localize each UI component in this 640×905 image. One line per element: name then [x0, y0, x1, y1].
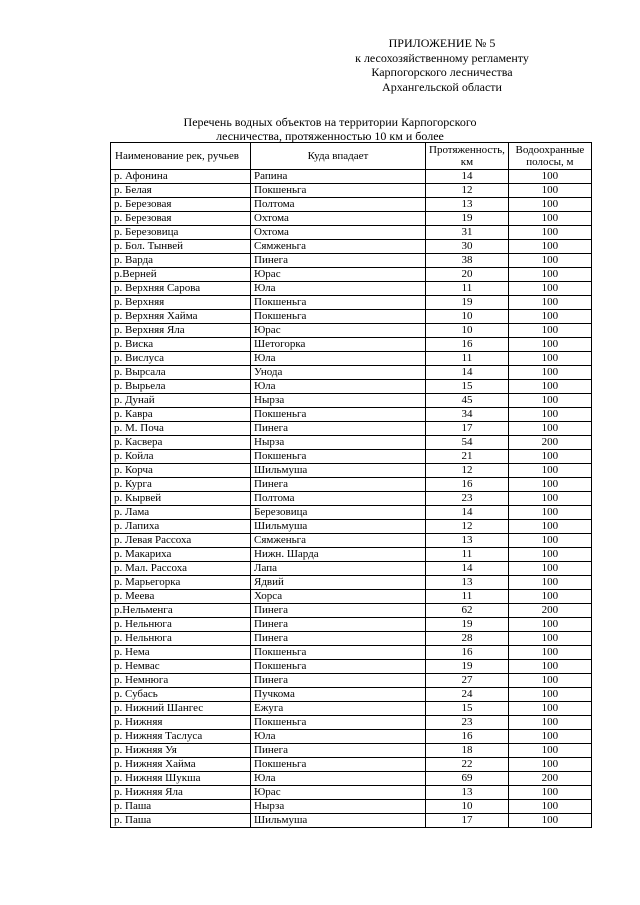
river-length-cell: 19 — [426, 660, 509, 674]
table-row — [111, 478, 592, 492]
table-row — [111, 170, 592, 184]
table-row — [111, 422, 592, 436]
river-name-cell: р. Нижняя Яла — [111, 786, 251, 800]
river-length-cell: 23 — [426, 716, 509, 730]
river-mouth-cell: Пинега — [251, 674, 426, 688]
buffer-zone-cell: 100 — [508, 660, 591, 674]
river-name-cell: р. Левая Рассоха — [111, 534, 251, 548]
buffer-zone-cell: 100 — [508, 702, 591, 716]
river-name-cell: р. Дунай — [111, 394, 251, 408]
table-row — [111, 198, 592, 212]
table-row — [111, 786, 592, 800]
appendix-region: Архангельской области — [382, 79, 502, 94]
buffer-zone-cell: 100 — [508, 758, 591, 772]
table-row — [111, 716, 592, 730]
buffer-zone-cell: 100 — [508, 338, 591, 352]
river-name-cell: р. Вырсала — [111, 366, 251, 380]
buffer-zone-cell: 100 — [508, 464, 591, 478]
table-row — [111, 660, 592, 674]
river-mouth-cell: Лапа — [251, 562, 426, 576]
river-length-cell: 10 — [426, 310, 509, 324]
river-length-cell: 16 — [426, 730, 509, 744]
buffer-zone-cell: 100 — [508, 814, 591, 828]
buffer-zone-cell: 100 — [508, 212, 591, 226]
river-name-cell: р. Макариха — [111, 548, 251, 562]
river-length-cell: 14 — [426, 170, 509, 184]
table-row — [111, 604, 592, 618]
river-length-cell: 13 — [426, 198, 509, 212]
river-name-cell: р. Нема — [111, 646, 251, 660]
appendix-header — [292, 36, 592, 94]
table-row — [111, 450, 592, 464]
river-length-cell: 17 — [426, 814, 509, 828]
river-name-cell: р.Нельменга — [111, 604, 251, 618]
table-row — [111, 590, 592, 604]
river-length-cell: 15 — [426, 702, 509, 716]
buffer-zone-cell: 100 — [508, 422, 591, 436]
river-mouth-cell: Полтома — [251, 198, 426, 212]
river-length-cell: 19 — [426, 296, 509, 310]
river-length-cell: 14 — [426, 562, 509, 576]
buffer-zone-cell: 100 — [508, 226, 591, 240]
river-length-cell: 28 — [426, 632, 509, 646]
buffer-zone-cell: 100 — [508, 520, 591, 534]
river-name-cell: р. Вырьела — [111, 380, 251, 394]
buffer-zone-cell: 100 — [508, 170, 591, 184]
buffer-zone-cell: 100 — [508, 324, 591, 338]
river-length-cell: 34 — [426, 408, 509, 422]
river-length-cell: 21 — [426, 450, 509, 464]
river-name-cell: р. Бол. Тынвей — [111, 240, 251, 254]
buffer-zone-cell: 100 — [508, 534, 591, 548]
table-row — [111, 380, 592, 394]
river-mouth-cell: Пинега — [251, 604, 426, 618]
river-length-cell: 14 — [426, 366, 509, 380]
buffer-zone-cell: 100 — [508, 408, 591, 422]
river-mouth-cell: Пинега — [251, 632, 426, 646]
river-length-cell: 16 — [426, 338, 509, 352]
river-mouth-cell: Сямженьга — [251, 534, 426, 548]
river-name-cell: р.Верней — [111, 268, 251, 282]
river-name-cell: р. Нижняя Хайма — [111, 758, 251, 772]
table-header-row — [111, 143, 592, 170]
river-length-cell: 54 — [426, 436, 509, 450]
buffer-zone-cell: 100 — [508, 618, 591, 632]
river-length-cell: 16 — [426, 478, 509, 492]
appendix-forestry: Карпогорского лесничества — [371, 65, 513, 79]
river-length-cell: 62 — [426, 604, 509, 618]
table-row — [111, 646, 592, 660]
table-row — [111, 240, 592, 254]
river-length-cell: 19 — [426, 212, 509, 226]
table-row — [111, 744, 592, 758]
rivers-table — [110, 142, 592, 828]
river-name-cell: р. Субась — [111, 688, 251, 702]
river-mouth-cell: Ежуга — [251, 702, 426, 716]
buffer-zone-cell: 100 — [508, 268, 591, 282]
table-row — [111, 548, 592, 562]
table-row — [111, 254, 592, 268]
title-line-2: лесничества, протяженностью 10 км и более — [216, 129, 444, 143]
buffer-zone-cell: 100 — [508, 744, 591, 758]
river-length-cell: 13 — [426, 534, 509, 548]
buffer-zone-cell: 100 — [508, 380, 591, 394]
river-name-cell: р. Немнюга — [111, 674, 251, 688]
table-row — [111, 576, 592, 590]
river-mouth-cell: Пинега — [251, 618, 426, 632]
river-name-cell: р. Афонина — [111, 170, 251, 184]
appendix-number: ПРИЛОЖЕНИЕ № 5 — [388, 36, 496, 50]
table-row — [111, 296, 592, 310]
table-row — [111, 394, 592, 408]
river-length-cell: 27 — [426, 674, 509, 688]
river-name-cell: р. Белая — [111, 184, 251, 198]
river-name-cell: р. Верхняя Сарова — [111, 282, 251, 296]
river-mouth-cell: Нырза — [251, 800, 426, 814]
river-length-cell: 11 — [426, 352, 509, 366]
buffer-zone-cell: 100 — [508, 184, 591, 198]
river-name-cell: р. Вислуса — [111, 352, 251, 366]
river-length-cell: 12 — [426, 184, 509, 198]
river-length-cell: 69 — [426, 772, 509, 786]
river-mouth-cell: Охтома — [251, 226, 426, 240]
river-name-cell: р. Верхняя Яла — [111, 324, 251, 338]
river-mouth-cell: Шильмуша — [251, 464, 426, 478]
table-row — [111, 464, 592, 478]
buffer-zone-cell: 100 — [508, 548, 591, 562]
table-row — [111, 366, 592, 380]
river-mouth-cell: Покшеньга — [251, 758, 426, 772]
river-length-cell: 16 — [426, 646, 509, 660]
buffer-zone-cell: 200 — [508, 772, 591, 786]
river-mouth-cell: Юла — [251, 380, 426, 394]
river-length-cell: 30 — [426, 240, 509, 254]
table-row — [111, 268, 592, 282]
river-name-cell: р. Верхняя Хайма — [111, 310, 251, 324]
river-length-cell: 12 — [426, 464, 509, 478]
table-body — [111, 170, 592, 828]
river-mouth-cell: Покшеньга — [251, 310, 426, 324]
river-length-cell: 11 — [426, 590, 509, 604]
river-mouth-cell: Пинега — [251, 254, 426, 268]
buffer-zone-cell: 100 — [508, 800, 591, 814]
river-name-cell: р. Варда — [111, 254, 251, 268]
river-mouth-cell: Шильмуша — [251, 520, 426, 534]
river-name-cell: р. М. Поча — [111, 422, 251, 436]
river-name-cell: р. Немвас — [111, 660, 251, 674]
table-row — [111, 758, 592, 772]
buffer-zone-cell: 100 — [508, 478, 591, 492]
header-mouth: Куда впадает — [251, 143, 426, 170]
buffer-zone-cell: 100 — [508, 240, 591, 254]
river-mouth-cell: Нижн. Шарда — [251, 548, 426, 562]
buffer-zone-cell: 200 — [508, 436, 591, 450]
buffer-zone-cell: 100 — [508, 716, 591, 730]
river-name-cell: р. Кавра — [111, 408, 251, 422]
river-name-cell: р. Касвера — [111, 436, 251, 450]
river-name-cell: р. Березовица — [111, 226, 251, 240]
river-name-cell: р. Кырвей — [111, 492, 251, 506]
buffer-zone-cell: 100 — [508, 394, 591, 408]
river-name-cell: р. Нижняя Таслуса — [111, 730, 251, 744]
river-mouth-cell: Покшеньга — [251, 184, 426, 198]
river-mouth-cell: Пучкома — [251, 688, 426, 702]
buffer-zone-cell: 100 — [508, 632, 591, 646]
river-mouth-cell: Ядвий — [251, 576, 426, 590]
river-mouth-cell: Нырза — [251, 436, 426, 450]
river-mouth-cell: Пинега — [251, 422, 426, 436]
river-mouth-cell: Юла — [251, 730, 426, 744]
river-length-cell: 14 — [426, 506, 509, 520]
river-name-cell: р. Верхняя — [111, 296, 251, 310]
river-name-cell: р. Нельнюга — [111, 618, 251, 632]
buffer-zone-cell: 100 — [508, 198, 591, 212]
river-length-cell: 10 — [426, 800, 509, 814]
buffer-zone-cell: 100 — [508, 310, 591, 324]
river-mouth-cell: Покшеньга — [251, 660, 426, 674]
table-row — [111, 562, 592, 576]
appendix-regulation: к лесохозяйственному регламенту — [355, 50, 529, 65]
river-mouth-cell: Покшеньга — [251, 408, 426, 422]
table-row — [111, 618, 592, 632]
river-name-cell: р. Виска — [111, 338, 251, 352]
river-name-cell: р. Койла — [111, 450, 251, 464]
table-row — [111, 772, 592, 786]
river-length-cell: 23 — [426, 492, 509, 506]
buffer-zone-cell: 100 — [508, 688, 591, 702]
river-mouth-cell: Пинега — [251, 478, 426, 492]
document-title — [110, 115, 550, 143]
buffer-zone-cell: 100 — [508, 562, 591, 576]
river-length-cell: 19 — [426, 618, 509, 632]
river-name-cell: р. Корча — [111, 464, 251, 478]
river-length-cell: 18 — [426, 744, 509, 758]
buffer-zone-cell: 100 — [508, 492, 591, 506]
river-length-cell: 13 — [426, 576, 509, 590]
table-row — [111, 492, 592, 506]
river-mouth-cell: Унода — [251, 366, 426, 380]
river-mouth-cell: Юрас — [251, 786, 426, 800]
river-mouth-cell: Полтома — [251, 492, 426, 506]
river-length-cell: 11 — [426, 548, 509, 562]
river-length-cell: 13 — [426, 786, 509, 800]
river-name-cell: р. Нижняя Уя — [111, 744, 251, 758]
header-length: Протяженность, км — [426, 143, 509, 170]
river-mouth-cell: Юла — [251, 772, 426, 786]
river-mouth-cell: Шетогорка — [251, 338, 426, 352]
river-length-cell: 17 — [426, 422, 509, 436]
table-row — [111, 506, 592, 520]
table-row — [111, 352, 592, 366]
river-length-cell: 20 — [426, 268, 509, 282]
table-row — [111, 814, 592, 828]
table-row — [111, 730, 592, 744]
river-name-cell: р. Паша — [111, 814, 251, 828]
table-row — [111, 324, 592, 338]
river-mouth-cell: Покшеньга — [251, 450, 426, 464]
river-length-cell: 22 — [426, 758, 509, 772]
river-mouth-cell: Юрас — [251, 268, 426, 282]
river-mouth-cell: Покшеньга — [251, 296, 426, 310]
river-name-cell: р. Марьегорка — [111, 576, 251, 590]
table-row — [111, 534, 592, 548]
table-row — [111, 310, 592, 324]
table-row — [111, 212, 592, 226]
river-mouth-cell: Покшеньга — [251, 716, 426, 730]
river-mouth-cell: Юла — [251, 282, 426, 296]
table-row — [111, 436, 592, 450]
buffer-zone-cell: 100 — [508, 646, 591, 660]
river-mouth-cell: Юрас — [251, 324, 426, 338]
river-length-cell: 38 — [426, 254, 509, 268]
river-length-cell: 15 — [426, 380, 509, 394]
river-mouth-cell: Охтома — [251, 212, 426, 226]
header-buffer: Водоохранные полосы, м — [508, 143, 591, 170]
buffer-zone-cell: 100 — [508, 366, 591, 380]
river-length-cell: 45 — [426, 394, 509, 408]
table-row — [111, 688, 592, 702]
river-name-cell: р. Березовая — [111, 198, 251, 212]
table-row — [111, 520, 592, 534]
table-row — [111, 226, 592, 240]
river-mouth-cell: Покшеньга — [251, 646, 426, 660]
river-name-cell: р. Меева — [111, 590, 251, 604]
table-row — [111, 338, 592, 352]
river-mouth-cell: Пинега — [251, 744, 426, 758]
buffer-zone-cell: 100 — [508, 450, 591, 464]
river-name-cell: р. Лама — [111, 506, 251, 520]
river-mouth-cell: Рапина — [251, 170, 426, 184]
table-row — [111, 800, 592, 814]
header-name: Наименование рек, ручьев — [111, 143, 251, 170]
river-name-cell: р. Курга — [111, 478, 251, 492]
river-name-cell: р. Паша — [111, 800, 251, 814]
river-name-cell: р. Мал. Рассоха — [111, 562, 251, 576]
table-row — [111, 184, 592, 198]
buffer-zone-cell: 200 — [508, 604, 591, 618]
table-row — [111, 282, 592, 296]
river-name-cell: р. Лапиха — [111, 520, 251, 534]
river-length-cell: 11 — [426, 282, 509, 296]
river-length-cell: 12 — [426, 520, 509, 534]
buffer-zone-cell: 100 — [508, 786, 591, 800]
river-length-cell: 10 — [426, 324, 509, 338]
river-name-cell: р. Нижняя Шукша — [111, 772, 251, 786]
river-name-cell: р. Нижний Шангес — [111, 702, 251, 716]
river-mouth-cell: Шильмуша — [251, 814, 426, 828]
buffer-zone-cell: 100 — [508, 674, 591, 688]
table-row — [111, 632, 592, 646]
river-name-cell: р. Березовая — [111, 212, 251, 226]
river-name-cell: р. Нижняя — [111, 716, 251, 730]
river-mouth-cell: Березовица — [251, 506, 426, 520]
buffer-zone-cell: 100 — [508, 352, 591, 366]
title-line-1: Перечень водных объектов на территории Карпогорского — [183, 115, 477, 129]
river-mouth-cell: Сямженьга — [251, 240, 426, 254]
table-row — [111, 408, 592, 422]
river-mouth-cell: Хорса — [251, 590, 426, 604]
river-mouth-cell: Юла — [251, 352, 426, 366]
buffer-zone-cell: 100 — [508, 590, 591, 604]
buffer-zone-cell: 100 — [508, 282, 591, 296]
buffer-zone-cell: 100 — [508, 730, 591, 744]
river-length-cell: 31 — [426, 226, 509, 240]
buffer-zone-cell: 100 — [508, 296, 591, 310]
river-name-cell: р. Нельнюга — [111, 632, 251, 646]
buffer-zone-cell: 100 — [508, 506, 591, 520]
buffer-zone-cell: 100 — [508, 576, 591, 590]
river-mouth-cell: Нырза — [251, 394, 426, 408]
table-row — [111, 674, 592, 688]
table-row — [111, 702, 592, 716]
buffer-zone-cell: 100 — [508, 254, 591, 268]
river-length-cell: 24 — [426, 688, 509, 702]
